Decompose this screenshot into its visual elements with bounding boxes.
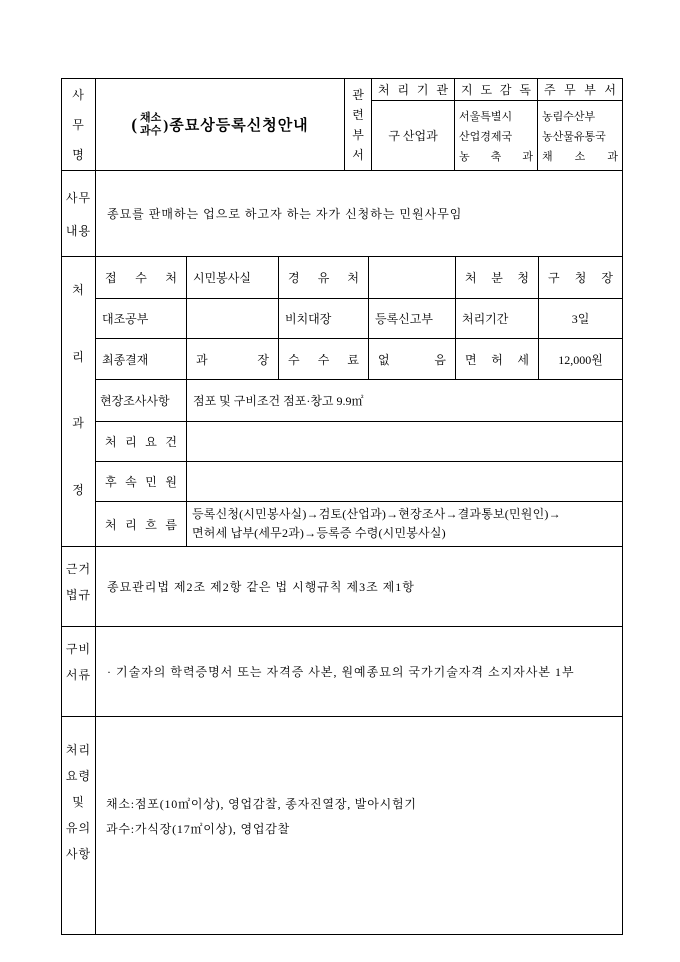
kept-ledger-value	[369, 299, 455, 338]
cell-text: 경 유 처	[288, 271, 359, 285]
label-line: 및	[72, 795, 85, 809]
fee-value	[369, 339, 455, 379]
cell-text: 12,000원	[558, 352, 603, 367]
cell-text: 현장조사사항	[100, 394, 170, 408]
label-char: 관	[352, 88, 364, 102]
flow-line: 면허세 납부(세무2과)→등록증 수령(시민봉사실)	[192, 526, 446, 540]
header-text: 지 도 감 독	[461, 83, 531, 97]
task-name-label	[62, 79, 95, 170]
disposition-office-label	[456, 257, 538, 298]
label-line: 근거	[65, 562, 92, 576]
site-check-value	[187, 380, 622, 421]
label-line: 유의	[65, 821, 92, 835]
site-check-label	[96, 380, 186, 421]
cell-text: 처리기간	[462, 312, 509, 326]
label-char: 무	[72, 118, 85, 132]
section-process	[62, 257, 622, 546]
label-char: 서	[352, 148, 364, 162]
cell-text: 접 수 처	[105, 271, 177, 285]
via-office-value	[369, 257, 455, 298]
fee-label	[279, 339, 368, 379]
process-row-followup	[96, 462, 622, 501]
reception-desk-label	[96, 257, 186, 298]
cell-text: 처 리 흐 름	[105, 517, 177, 532]
document-title	[96, 79, 344, 170]
related-dept-label	[345, 79, 371, 170]
label-line: 사항	[65, 847, 92, 861]
process-row-requirement	[96, 422, 622, 461]
cell-text: 3일	[571, 312, 590, 326]
cross-check-value	[187, 299, 278, 338]
supervision-agency-body	[455, 101, 537, 170]
process-row-flow	[96, 502, 622, 546]
cell-text: 점포 및 구비조건 점포·창고 9.9㎡	[193, 394, 364, 408]
final-approval-label	[96, 339, 186, 379]
requirement-value	[187, 422, 622, 461]
kept-ledger-label	[279, 299, 368, 338]
column-supervision-agency	[455, 79, 537, 170]
header-text: 주 무 부 서	[544, 83, 616, 97]
column-processing-agency	[372, 79, 454, 170]
label-line: 법규	[65, 588, 92, 602]
required-documents-text	[96, 627, 622, 716]
cell-text: 면 허 세	[465, 352, 529, 367]
reception-desk-value	[187, 257, 278, 298]
cell-text: 최종결재	[102, 352, 149, 367]
process-grid	[96, 257, 622, 546]
task-content-text	[96, 171, 622, 256]
cell-text: 처 리 요 건	[105, 435, 177, 449]
agency-line: 서울특별시	[459, 110, 513, 123]
cell-text: 과 장	[196, 352, 269, 367]
column-competent-dept	[538, 79, 622, 170]
civil-affairs-form-table	[61, 78, 623, 935]
process-row-approval	[96, 339, 622, 379]
processing-agency-header	[372, 79, 454, 100]
label-line: 사무	[65, 190, 92, 205]
processing-period-value	[539, 299, 622, 338]
cell-text: 구 청 장	[548, 271, 613, 285]
label-char: 처	[72, 283, 85, 297]
legal-basis-label	[62, 547, 95, 626]
cross-check-label	[96, 299, 186, 338]
license-tax-value	[539, 339, 622, 379]
flow-value	[187, 502, 622, 546]
followup-value	[187, 462, 622, 501]
supervision-agency-header	[455, 79, 537, 100]
cell-text: 수 수 료	[288, 352, 359, 367]
process-row-site-check	[96, 380, 622, 421]
handling-notes-line-vegetable: 채소:점포(10㎡이상), 영업감찰, 종자진열장, 발아시험기	[106, 797, 417, 811]
label-char: 사	[72, 88, 85, 102]
label-char: 부	[352, 128, 364, 142]
cell-text: 없 음	[378, 352, 446, 367]
flow-label	[96, 502, 186, 546]
final-approval-value	[187, 339, 278, 379]
agency-line: 농림수산부	[542, 110, 596, 123]
processing-period-label	[456, 299, 538, 338]
title-category-stack	[140, 112, 161, 138]
section-legal-basis	[62, 547, 622, 626]
task-content-label	[62, 171, 95, 256]
process-row-reception	[96, 257, 622, 298]
title-category-vegetable: 채소	[140, 111, 162, 124]
process-row-records	[96, 299, 622, 338]
flow-line: 등록신청(시민봉사실)→검토(산업과)→현장조사→결과통보(민원인)→	[192, 507, 561, 521]
agency-line: 구 산업과	[388, 129, 438, 143]
cell-text: 후 속 민 원	[105, 475, 177, 489]
title-category-fruit: 과수	[140, 124, 162, 137]
processing-agency-body	[372, 101, 454, 170]
handling-notes-line-fruit: 과수:가식장(17㎡이상), 영업감찰	[106, 822, 291, 836]
via-office-label	[279, 257, 368, 298]
cell-text: 처 분 청	[465, 271, 529, 285]
agency-line: 산업경제국	[459, 130, 513, 143]
cell-text: 등록신고부	[375, 312, 433, 326]
handling-notes-label	[62, 717, 95, 934]
label-line: 요령	[65, 769, 92, 783]
license-tax-label	[456, 339, 538, 379]
header-text: 처 리 기 관	[378, 83, 448, 97]
agency-line: 농산물유통국	[542, 130, 606, 143]
agency-line: 채 소 과	[542, 150, 618, 163]
label-char: 정	[72, 482, 85, 497]
competent-dept-header	[538, 79, 622, 100]
competent-dept-body	[538, 101, 622, 170]
label-char: 명	[72, 148, 85, 162]
agency-line: 농 축 과	[459, 150, 533, 163]
section-handling-notes	[62, 717, 622, 934]
section-required-documents	[62, 627, 622, 716]
label-line: 서류	[65, 668, 92, 682]
requirement-label	[96, 422, 186, 461]
disposition-office-value	[539, 257, 622, 298]
section-task-content	[62, 171, 622, 256]
label-line: 구비	[65, 642, 92, 656]
title-text: )종묘상등록신청안내	[163, 118, 309, 134]
label-char: 과	[72, 416, 85, 431]
handling-notes-text	[96, 717, 622, 934]
label-char: 련	[352, 108, 364, 122]
label-line: 처리	[65, 743, 92, 757]
section-task-name	[62, 79, 622, 170]
legal-basis-text	[96, 547, 622, 626]
required-documents-label	[62, 627, 95, 716]
task-content-value: 종묘를 판매하는 업으로 하고자 하는 자가 신청하는 민원사무임	[107, 207, 463, 221]
followup-label	[96, 462, 186, 501]
label-char: 리	[72, 349, 85, 364]
cell-text: 시민봉사실	[193, 271, 251, 285]
label-line: 내용	[65, 223, 92, 238]
process-label	[62, 257, 95, 546]
legal-basis-value: 종묘관리법 제2조 제2항 같은 법 시행규칙 제3조 제1항	[107, 580, 415, 594]
cell-text: 대조공부	[102, 312, 149, 326]
required-documents-value: · 기술자의 학력증명서 또는 자격증 사본, 원예종묘의 국가기술자격 소지자사본 1부	[107, 665, 575, 679]
title-paren-open: (	[131, 114, 137, 134]
cell-text: 비치대장	[285, 312, 332, 326]
